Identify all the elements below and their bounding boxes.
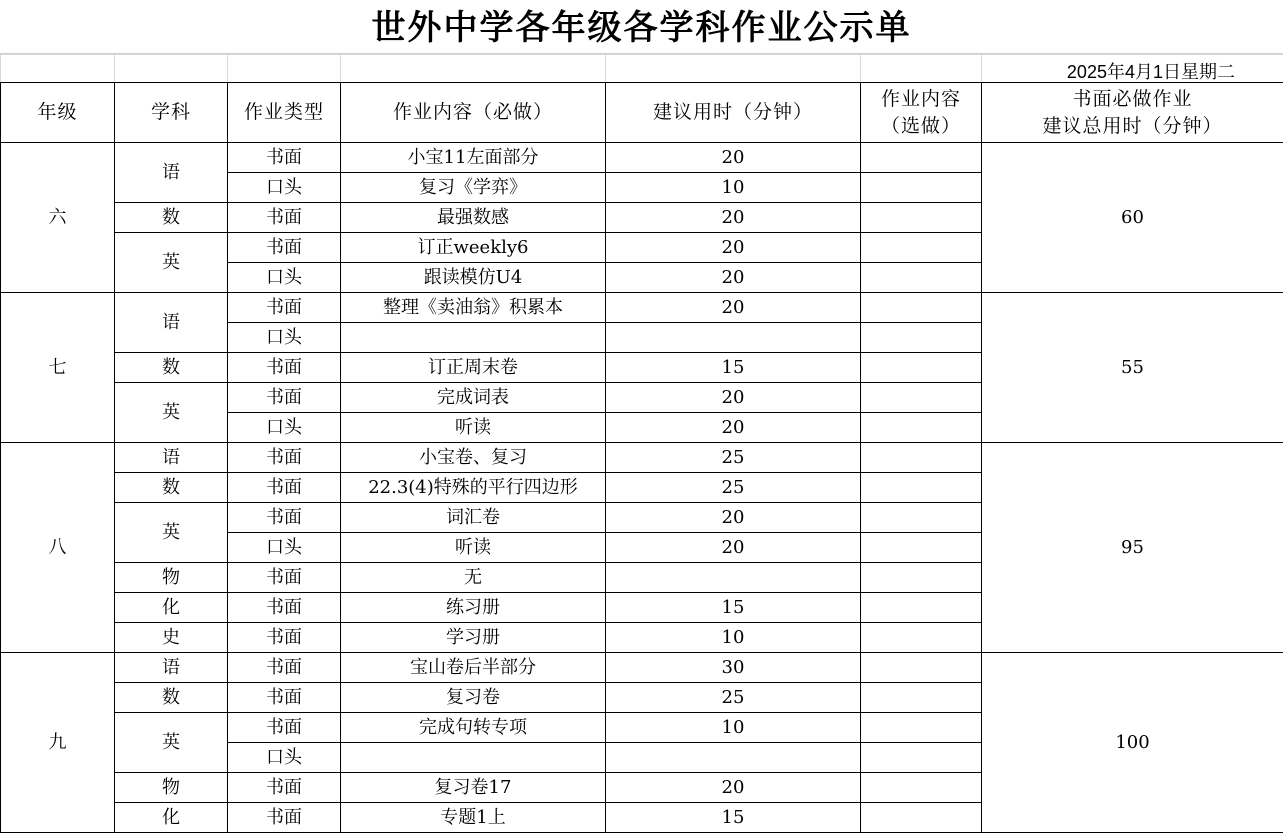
- blank-cell: [1, 55, 115, 83]
- header-total: [982, 83, 1283, 143]
- time-cell: 25: [606, 473, 861, 503]
- optional-cell: [861, 323, 982, 353]
- type-cell: 书面: [228, 203, 341, 233]
- optional-cell: [861, 533, 982, 563]
- blank-cell: [861, 55, 982, 83]
- content-cell: 练习册: [341, 593, 606, 623]
- content-cell: 听读: [341, 533, 606, 563]
- blank-cell: [228, 55, 341, 83]
- type-cell: 口头: [228, 533, 341, 563]
- type-cell: 口头: [228, 743, 341, 773]
- content-cell: 词汇卷: [341, 503, 606, 533]
- optional-cell: [861, 683, 982, 713]
- type-cell: 书面: [228, 473, 341, 503]
- content-cell: [341, 743, 606, 773]
- type-cell: 书面: [228, 623, 341, 653]
- subject-cell: 数: [115, 683, 228, 713]
- subject-cell: 语: [115, 443, 228, 473]
- content-cell: [341, 323, 606, 353]
- time-cell: 20: [606, 773, 861, 803]
- subject-cell: 英: [115, 233, 228, 293]
- optional-cell: [861, 593, 982, 623]
- type-cell: 书面: [228, 593, 341, 623]
- header-optional-line1: 作业内容: [861, 86, 981, 113]
- total-time-cell: 55: [982, 293, 1283, 443]
- table-row: [1, 293, 1283, 323]
- content-cell: 订正周末卷: [341, 353, 606, 383]
- optional-cell: [861, 773, 982, 803]
- type-cell: 口头: [228, 413, 341, 443]
- header-type: 作业类型: [228, 83, 341, 143]
- optional-cell: [861, 473, 982, 503]
- type-cell: 书面: [228, 773, 341, 803]
- date-row: [1, 55, 1283, 83]
- time-cell: 30: [606, 653, 861, 683]
- optional-cell: [861, 623, 982, 653]
- optional-cell: [861, 203, 982, 233]
- content-cell: 学习册: [341, 623, 606, 653]
- content-cell: 22.3(4)特殊的平行四边形: [341, 473, 606, 503]
- optional-cell: [861, 383, 982, 413]
- type-cell: 书面: [228, 443, 341, 473]
- optional-cell: [861, 713, 982, 743]
- subject-cell: 语: [115, 653, 228, 683]
- optional-cell: [861, 143, 982, 173]
- time-cell: 15: [606, 593, 861, 623]
- type-cell: 口头: [228, 173, 341, 203]
- type-cell: 书面: [228, 143, 341, 173]
- optional-cell: [861, 353, 982, 383]
- grade-cell: 七: [1, 293, 115, 443]
- optional-cell: [861, 743, 982, 773]
- optional-cell: [861, 443, 982, 473]
- content-cell: 订正weekly6: [341, 233, 606, 263]
- time-cell: [606, 323, 861, 353]
- subject-cell: 数: [115, 473, 228, 503]
- time-cell: 20: [606, 503, 861, 533]
- time-cell: [606, 743, 861, 773]
- time-cell: 15: [606, 803, 861, 833]
- subject-cell: 化: [115, 593, 228, 623]
- subject-cell: 化: [115, 803, 228, 833]
- type-cell: 书面: [228, 653, 341, 683]
- type-cell: 书面: [228, 353, 341, 383]
- subject-cell: 物: [115, 563, 228, 593]
- subject-cell: 数: [115, 203, 228, 233]
- time-cell: 20: [606, 293, 861, 323]
- header-time: 建议用时（分钟）: [606, 83, 861, 143]
- type-cell: 口头: [228, 323, 341, 353]
- content-cell: 复习卷: [341, 683, 606, 713]
- header-grade: 年级: [1, 83, 115, 143]
- optional-cell: [861, 293, 982, 323]
- time-cell: 10: [606, 173, 861, 203]
- time-cell: 20: [606, 263, 861, 293]
- blank-cell: [341, 55, 606, 83]
- header-total-line1: 书面必做作业: [982, 86, 1283, 113]
- type-cell: 书面: [228, 803, 341, 833]
- subject-cell: 数: [115, 353, 228, 383]
- grade-cell: 八: [1, 443, 115, 653]
- total-time-cell: 60: [982, 143, 1283, 293]
- content-cell: 小宝11左面部分: [341, 143, 606, 173]
- time-cell: 25: [606, 683, 861, 713]
- table-row: [1, 653, 1283, 683]
- time-cell: 20: [606, 233, 861, 263]
- optional-cell: [861, 263, 982, 293]
- type-cell: 书面: [228, 503, 341, 533]
- grade-cell: 六: [1, 143, 115, 293]
- total-time-cell: 95: [982, 443, 1283, 653]
- table-row: [1, 443, 1283, 473]
- content-cell: 专题1上: [341, 803, 606, 833]
- page-title: 世外中学各年级各学科作业公示单: [0, 6, 1283, 50]
- optional-cell: [861, 173, 982, 203]
- type-cell: 书面: [228, 713, 341, 743]
- subject-cell: 史: [115, 623, 228, 653]
- time-cell: 20: [606, 383, 861, 413]
- subject-cell: 英: [115, 713, 228, 773]
- homework-table: [0, 54, 1283, 833]
- content-cell: 完成句转专项: [341, 713, 606, 743]
- content-cell: 小宝卷、复习: [341, 443, 606, 473]
- time-cell: 25: [606, 443, 861, 473]
- total-time-cell: 100: [982, 653, 1283, 833]
- subject-cell: 语: [115, 293, 228, 353]
- time-cell: 20: [606, 203, 861, 233]
- content-cell: 整理《卖油翁》积累本: [341, 293, 606, 323]
- time-cell: 20: [606, 533, 861, 563]
- time-cell: [606, 563, 861, 593]
- optional-cell: [861, 503, 982, 533]
- optional-cell: [861, 803, 982, 833]
- content-cell: 听读: [341, 413, 606, 443]
- header-total-line2: 建议总用时（分钟）: [982, 113, 1283, 140]
- content-cell: 复习卷17: [341, 773, 606, 803]
- header-row: [1, 83, 1283, 143]
- table-row: [1, 143, 1283, 173]
- optional-cell: [861, 233, 982, 263]
- type-cell: 书面: [228, 683, 341, 713]
- grade-cell: 九: [1, 653, 115, 833]
- header-subject: 学科: [115, 83, 228, 143]
- blank-cell: [115, 55, 228, 83]
- header-content: 作业内容（必做）: [341, 83, 606, 143]
- content-cell: 宝山卷后半部分: [341, 653, 606, 683]
- time-cell: 20: [606, 413, 861, 443]
- header-optional-line2: （选做）: [861, 113, 981, 140]
- content-cell: 完成词表: [341, 383, 606, 413]
- content-cell: 复习《学弈》: [341, 173, 606, 203]
- optional-cell: [861, 653, 982, 683]
- subject-cell: 物: [115, 773, 228, 803]
- content-cell: 跟读模仿U4: [341, 263, 606, 293]
- time-cell: 10: [606, 623, 861, 653]
- title-row: [0, 0, 1283, 54]
- type-cell: 书面: [228, 233, 341, 263]
- time-cell: 15: [606, 353, 861, 383]
- blank-cell: [606, 55, 861, 83]
- optional-cell: [861, 563, 982, 593]
- content-cell: 最强数感: [341, 203, 606, 233]
- time-cell: 10: [606, 713, 861, 743]
- subject-cell: 语: [115, 143, 228, 203]
- type-cell: 书面: [228, 563, 341, 593]
- date-label: 2025年4月1日星期二: [982, 55, 1283, 83]
- header-optional: [861, 83, 982, 143]
- subject-cell: 英: [115, 503, 228, 563]
- type-cell: 书面: [228, 383, 341, 413]
- subject-cell: 英: [115, 383, 228, 443]
- optional-cell: [861, 413, 982, 443]
- time-cell: 20: [606, 143, 861, 173]
- type-cell: 口头: [228, 263, 341, 293]
- type-cell: 书面: [228, 293, 341, 323]
- content-cell: 无: [341, 563, 606, 593]
